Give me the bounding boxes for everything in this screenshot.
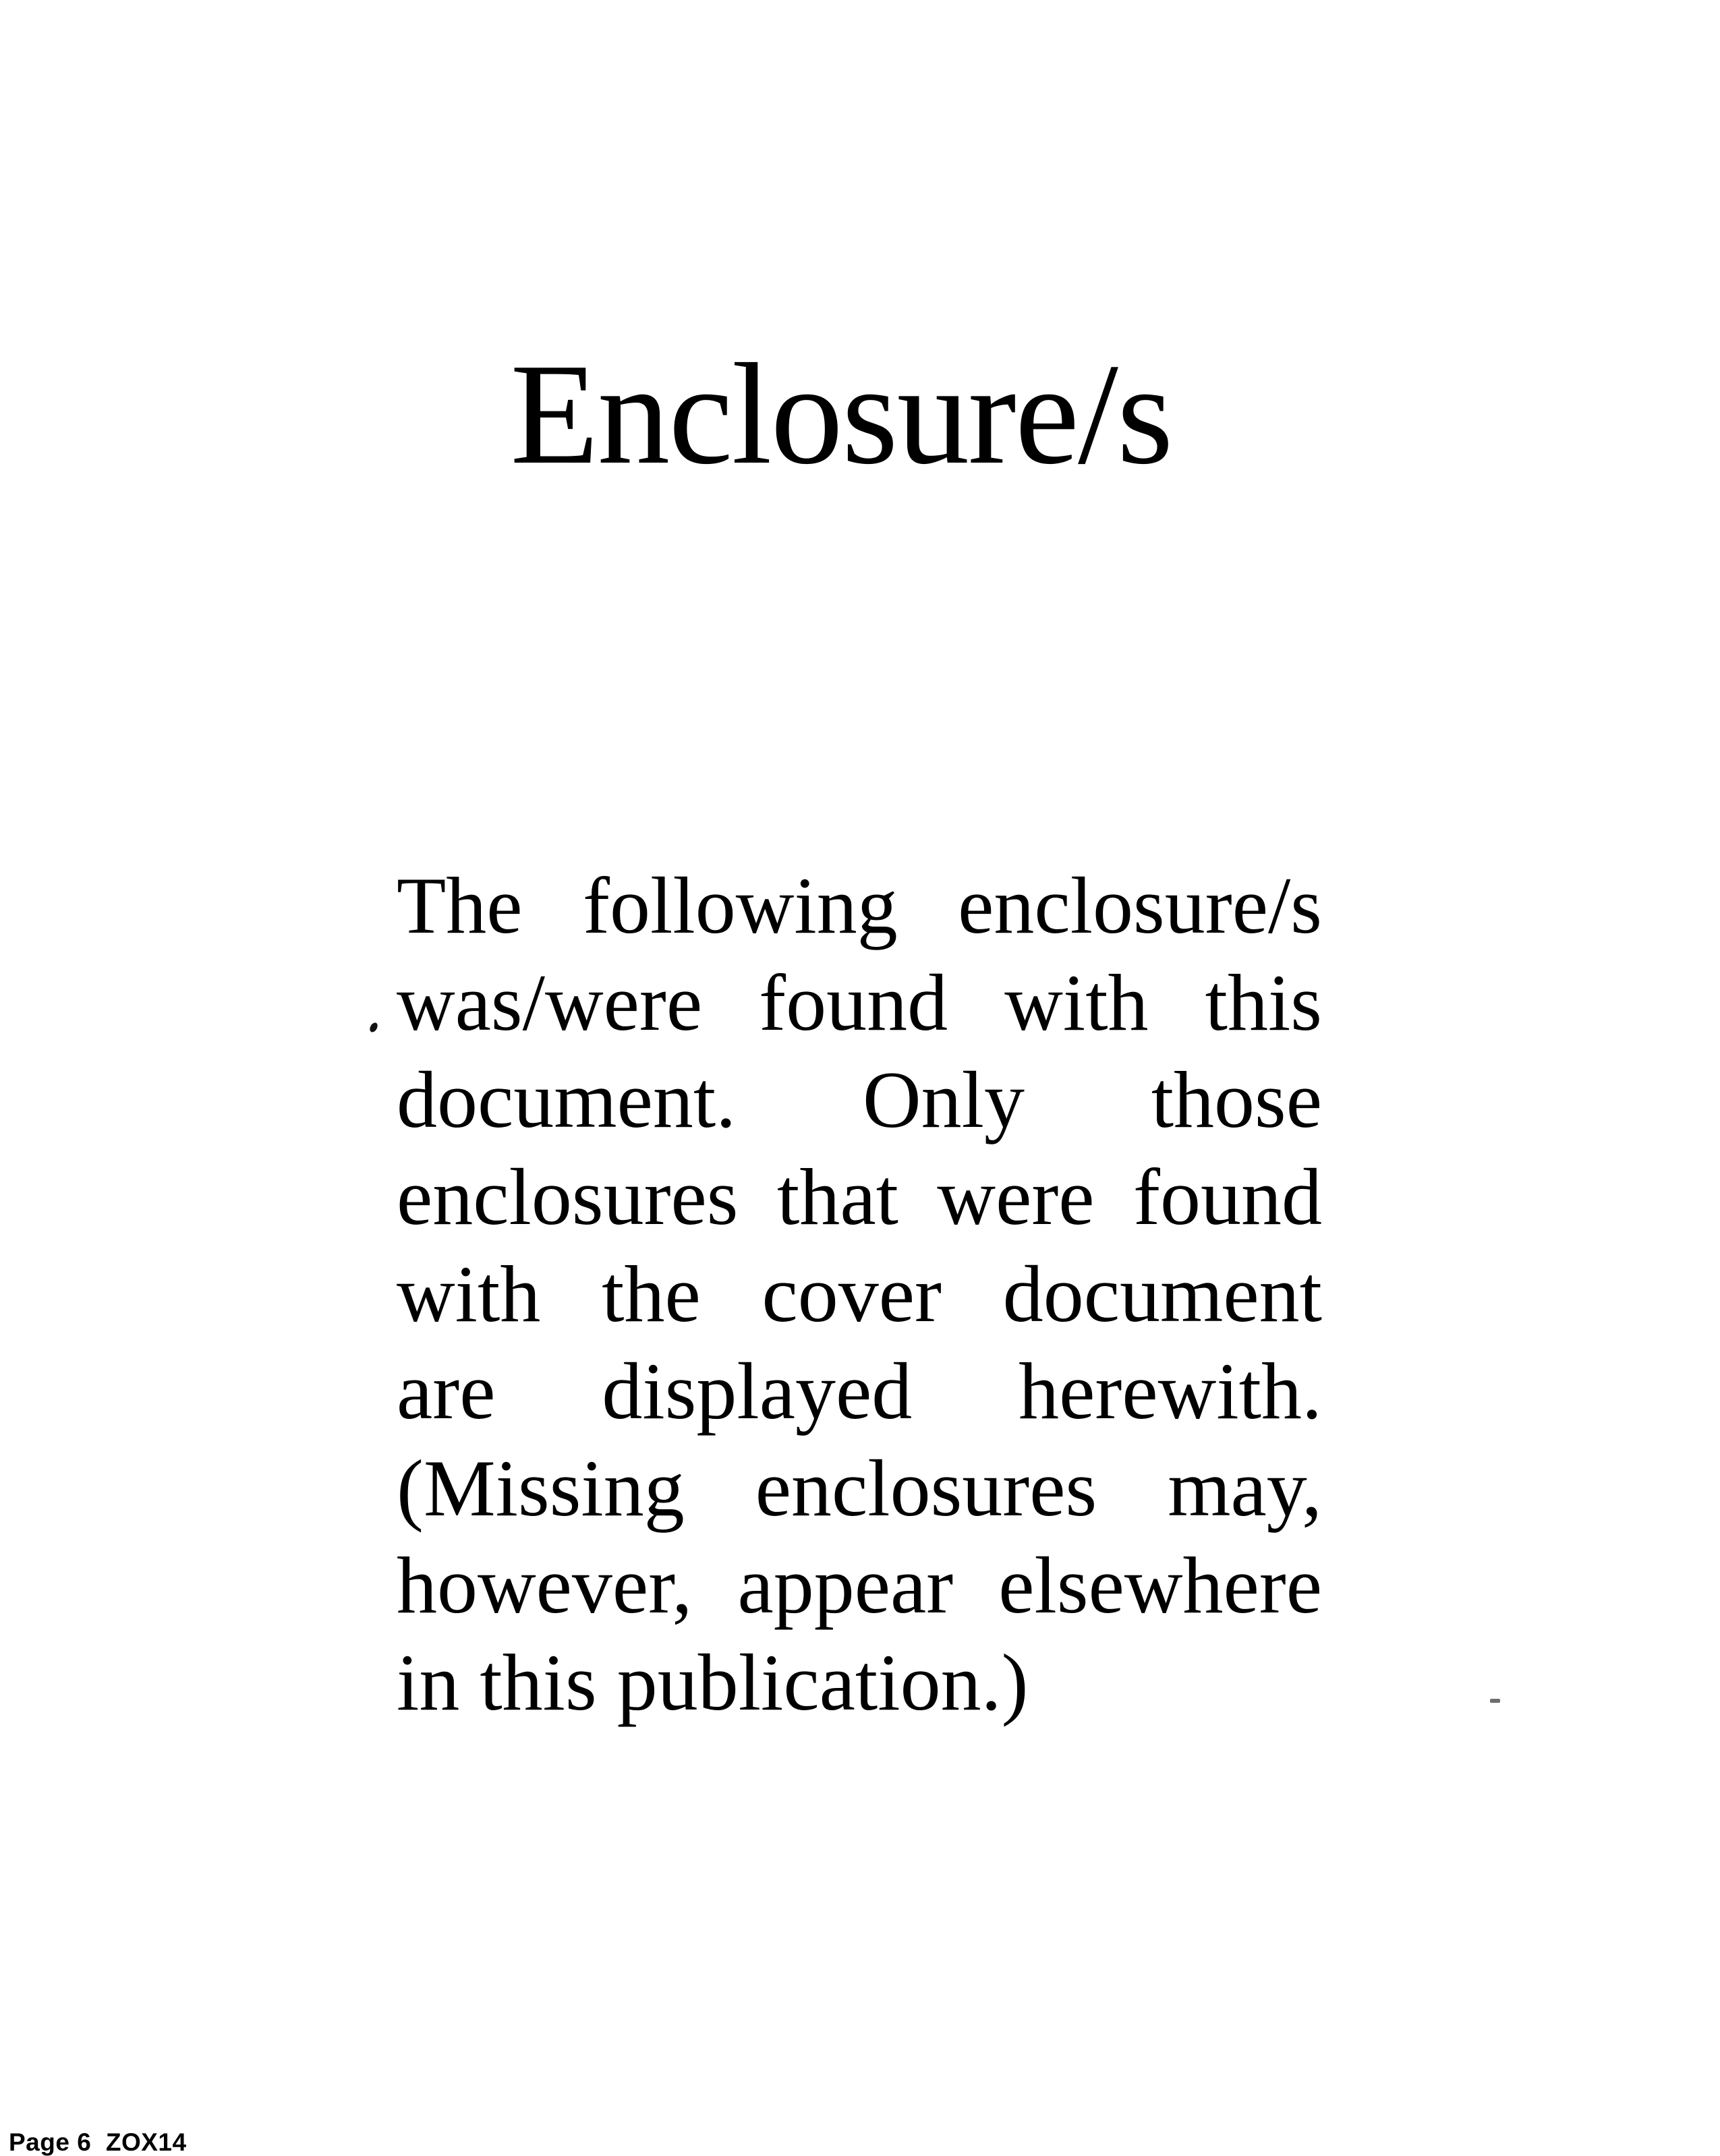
- scan-artifact-speck: [369, 1022, 378, 1033]
- page-footer-label: Page 6 ZOX14: [9, 2128, 187, 2156]
- body-line: in this publication.): [397, 1637, 1029, 1727]
- body-line: document. Only those: [397, 1055, 1322, 1144]
- scan-artifact-dash: [1490, 1699, 1500, 1703]
- body-line: enclosures that were found: [397, 1152, 1322, 1242]
- body-line: (Missing enclosures may,: [397, 1443, 1322, 1533]
- body-line: however, appear elsewhere: [397, 1540, 1322, 1630]
- page-title: Enclosure/s: [510, 333, 1172, 494]
- body-paragraph: [397, 857, 1322, 1731]
- body-line: The following enclosure/s: [397, 861, 1322, 950]
- body-line: are displayed herewith.: [397, 1346, 1322, 1436]
- body-line: with the cover document: [397, 1249, 1322, 1339]
- body-line: was/were found with this: [397, 958, 1322, 1047]
